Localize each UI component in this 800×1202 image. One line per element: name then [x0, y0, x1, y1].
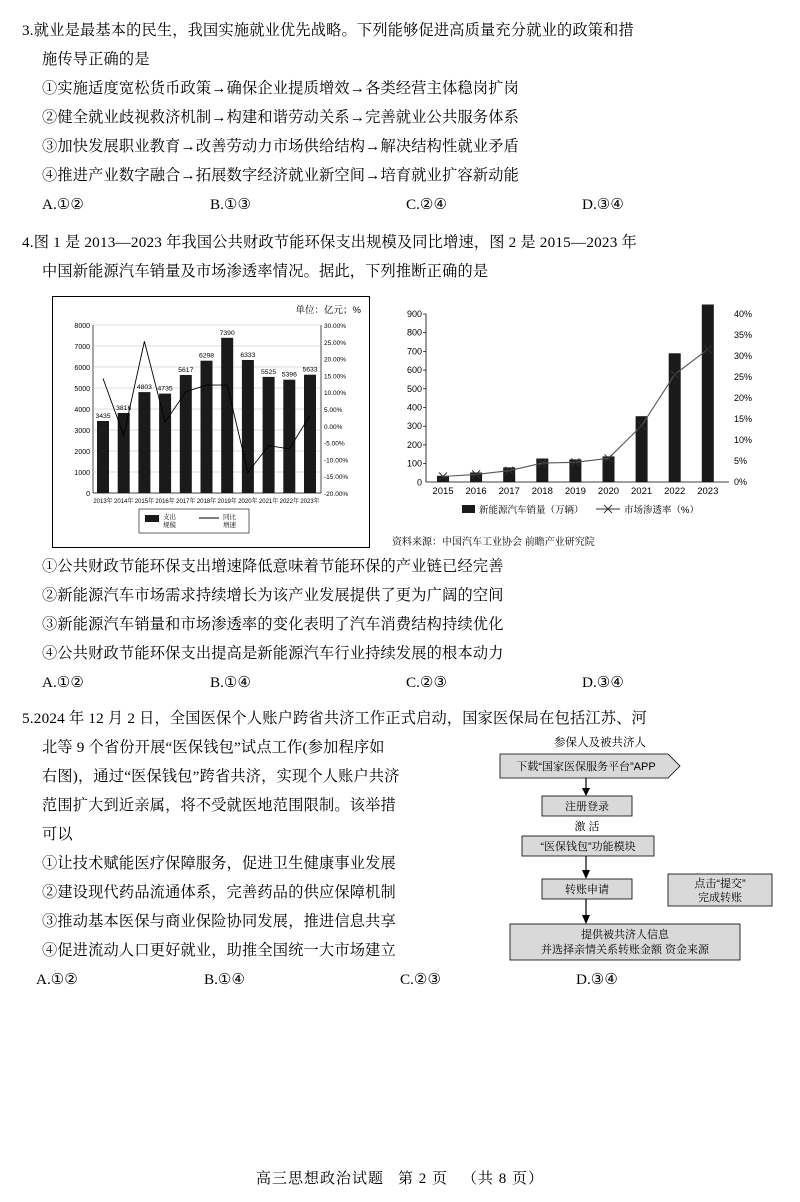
svg-text:200: 200: [406, 439, 422, 450]
svg-text:4000: 4000: [74, 407, 90, 414]
svg-text:2018: 2018: [531, 486, 553, 497]
svg-text:30.00%: 30.00%: [324, 323, 347, 330]
svg-text:2020: 2020: [597, 486, 620, 497]
q3-number: 3.: [22, 22, 34, 39]
svg-text:2014年: 2014年: [114, 499, 134, 505]
q4-option-a[interactable]: A.①②: [42, 674, 84, 691]
svg-text:增速: 增速: [223, 522, 236, 529]
q3-options: [22, 190, 766, 220]
page-footer: [0, 1167, 800, 1188]
svg-text:5%: 5%: [734, 456, 748, 466]
svg-text:4803: 4803: [136, 384, 152, 391]
flow-step5-line1: 提供被共济人信息: [581, 929, 669, 941]
svg-text:新能源汽车销量（万辆）: 新能源汽车销量（万辆）: [479, 505, 584, 516]
svg-text:同比: 同比: [223, 514, 236, 521]
flow-step4-text: 转账申请: [565, 884, 609, 896]
svg-text:2016: 2016: [465, 486, 487, 497]
q3-item-4: ④推进产业数字融合→拓展数字经济就业新空间→培育就业扩容新动能: [42, 167, 520, 184]
svg-text:5.00%: 5.00%: [324, 407, 343, 414]
flow-step5-line2: 并选择亲情关系转账金额 资金来源: [540, 944, 710, 956]
q3-option-b[interactable]: B.①③: [210, 196, 252, 213]
q4-item-3: ③新能源汽车销量和市场渗透率的变化表明了汽车消费结构持续优化: [42, 616, 504, 633]
svg-text:2017: 2017: [498, 486, 520, 497]
svg-text:300: 300: [406, 421, 422, 432]
svg-text:2016年: 2016年: [155, 499, 175, 505]
svg-text:8000: 8000: [74, 323, 90, 330]
q3-item-3: ③加快发展职业教育→改善劳动力市场供给结构→解决结构性就业矛盾: [42, 138, 520, 155]
q3-stem-text-1: 就业是最基本的民生，我国实施就业优先战略。下列能够促进高质量充分就业的政策和措: [33, 22, 634, 39]
svg-text:25%: 25%: [734, 372, 753, 382]
svg-text:35%: 35%: [734, 330, 753, 340]
q4-item-4: ④公共财政节能环保支出提高是新能源汽车行业持续发展的根本动力: [42, 645, 504, 662]
svg-text:15.00%: 15.00%: [324, 373, 347, 381]
q4-number: 4.: [22, 234, 34, 251]
q5-stem-line-4: 范围扩大到近亲属，将不受就医地范围限制。该举措: [42, 797, 396, 814]
q4-item-2: ②新能源汽车市场需求持续增长为该产业发展提供了更为广阔的空间: [42, 587, 504, 604]
q5-option-c[interactable]: C.②③: [400, 971, 442, 988]
svg-text:支出: 支出: [163, 514, 176, 521]
svg-text:2021年: 2021年: [258, 499, 279, 505]
svg-text:15%: 15%: [734, 414, 753, 424]
flow-callout-line1: 点击“提交”: [694, 878, 746, 890]
svg-text:0.00%: 0.00%: [324, 423, 343, 431]
svg-text:2018年: 2018年: [196, 499, 217, 505]
q5-option-a[interactable]: A.①②: [36, 971, 78, 988]
q3-item-1: ①实施适度宽松货币政策→确保企业提质增效→各类经营主体稳岗扩岗: [42, 80, 520, 97]
figure-2-legend: [462, 504, 699, 516]
svg-text:7390: 7390: [219, 329, 235, 337]
svg-text:40%: 40%: [734, 309, 753, 319]
q5-stem-line-5: 可以: [42, 826, 73, 843]
svg-text:5525: 5525: [261, 368, 277, 376]
figure-2-svg: [384, 296, 782, 524]
svg-text:0%: 0%: [734, 477, 748, 487]
svg-text:2023年: 2023年: [300, 499, 320, 505]
flow-step1-text: 下载“国家医保服务平台”APP: [516, 761, 656, 773]
svg-text:700: 700: [406, 346, 422, 357]
svg-text:20.00%: 20.00%: [324, 356, 347, 364]
svg-text:-10.00%: -10.00%: [324, 457, 349, 465]
figure-2-source-note: 资料来源：中国汽车工业协会 前瞻产业研究院: [392, 537, 595, 548]
svg-text:规模: 规模: [163, 522, 176, 529]
svg-text:5396: 5396: [281, 371, 297, 379]
svg-text:4735: 4735: [157, 385, 173, 393]
q3-option-a[interactable]: A.①②: [42, 196, 84, 213]
q4-figures: [22, 296, 766, 548]
q3-option-c[interactable]: C.②④: [406, 196, 448, 213]
q3-option-d[interactable]: D.③④: [582, 196, 624, 213]
svg-text:900: 900: [406, 309, 422, 319]
q4-item-1: ①公共财政节能环保支出增速降低意味着节能环保的产业链已经完善: [42, 558, 504, 575]
figure-1-legend: [145, 512, 237, 529]
svg-text:0: 0: [86, 491, 90, 498]
svg-text:3816: 3816: [116, 405, 132, 412]
flow-step2-text: 注册登录: [565, 801, 609, 813]
svg-text:-20.00%: -20.00%: [324, 491, 349, 498]
q5-stem-line-1: [22, 704, 766, 733]
q4-option-d[interactable]: D.③④: [582, 674, 624, 691]
svg-text:3435: 3435: [95, 413, 111, 420]
q5-item-4: ④促进流动人口更好就业，助推全国统一大市场建立: [42, 942, 396, 959]
svg-text:6000: 6000: [74, 365, 90, 372]
question-3: [0, 0, 800, 220]
svg-text:6298: 6298: [198, 352, 215, 360]
svg-text:30%: 30%: [734, 351, 753, 361]
svg-text:2022年: 2022年: [279, 499, 299, 505]
q4-option-b[interactable]: B.①④: [210, 674, 252, 691]
svg-text:500: 500: [406, 383, 422, 394]
q5-item-3: ③推动基本医保与商业保险协同发展，推进信息共享: [42, 913, 396, 930]
question-5: [0, 698, 800, 995]
svg-text:5000: 5000: [74, 386, 90, 393]
svg-text:10.00%: 10.00%: [324, 390, 347, 398]
svg-text:2017年: 2017年: [176, 499, 196, 505]
q5-item-2: ②建设现代药品流通体系，完善药品的供应保障机制: [42, 884, 396, 901]
q5-number: 5.: [22, 710, 34, 727]
q5-flowchart: [490, 732, 790, 982]
svg-text:2021: 2021: [631, 486, 653, 497]
q4-stem-line-2: 中国新能源汽车销量及市场渗透率情况。据此，下列推断正确的是: [42, 263, 489, 280]
q4-stem-line-1: [22, 228, 766, 257]
q5-item-1: ①让技术赋能医疗保障服务，促进卫生健康事业发展: [42, 855, 396, 872]
flow-title-text: 参保人及被共济人: [554, 737, 646, 749]
svg-text:2019年: 2019年: [217, 499, 237, 505]
footer-page: 第 2 页: [397, 1171, 448, 1187]
svg-text:6333: 6333: [240, 352, 256, 359]
svg-text:2023: 2023: [697, 486, 719, 497]
svg-text:2015年: 2015年: [134, 499, 155, 505]
svg-text:-15.00%: -15.00%: [324, 474, 349, 482]
svg-text:2022: 2022: [664, 486, 686, 497]
svg-text:3000: 3000: [74, 428, 90, 435]
svg-text:100: 100: [406, 458, 422, 469]
footer-total: （共 8 页）: [462, 1171, 545, 1187]
svg-text:7000: 7000: [74, 344, 90, 351]
svg-text:-5.00%: -5.00%: [324, 440, 345, 448]
footer-title: 高三思想政治试题: [255, 1171, 384, 1187]
question-4: [0, 220, 800, 698]
svg-text:2000: 2000: [74, 449, 90, 456]
q3-item-2: ②健全就业歧视救济机制→构建和谐劳动关系→完善就业公共服务体系: [42, 109, 520, 126]
q4-stem-text-1: 图 1 是 2013—2023 年我国公共财政节能环保支出规模及同比增速，图 2 是 2015—2023 年: [33, 234, 637, 251]
q5-option-d[interactable]: D.③④: [576, 971, 618, 988]
flow-callout-line2: 完成转账: [698, 892, 742, 904]
svg-text:400: 400: [406, 402, 422, 413]
figure-2-nev-sales-chart: [384, 296, 782, 548]
svg-text:5617: 5617: [178, 367, 194, 374]
svg-text:0: 0: [416, 477, 422, 488]
flowchart-svg: [490, 732, 790, 982]
q4-option-c[interactable]: C.②③: [406, 674, 448, 691]
flow-step3-text: “医保钱包”功能模块: [540, 841, 636, 853]
svg-text:10%: 10%: [734, 435, 753, 445]
svg-text:20%: 20%: [734, 393, 753, 403]
svg-text:2013年: 2013年: [93, 499, 113, 505]
figure-1-unit-label: 单位：亿元；%: [295, 305, 361, 316]
svg-text:2015: 2015: [432, 486, 454, 497]
svg-text:800: 800: [406, 327, 422, 338]
svg-text:5633: 5633: [302, 366, 318, 374]
svg-text:600: 600: [406, 365, 422, 376]
q5-stem-text-1: 2024 年 12 月 2 日，全国医保个人账户跨省共济工作正式启动，国家医保局在包括江苏、河: [33, 710, 647, 727]
q5-option-b[interactable]: B.①④: [204, 971, 246, 988]
svg-text:25.00%: 25.00%: [324, 339, 347, 347]
q3-stem-line-1: [22, 16, 766, 45]
flow-step2b-text: 激 活: [574, 821, 600, 833]
figure-1-svg: [53, 297, 369, 547]
svg-text:2020年: 2020年: [238, 499, 258, 505]
q3-stem-line-2: 施传导正确的是: [42, 51, 150, 68]
q5-stem-line-2: 北等 9 个省份开展“医保钱包”试点工作(参加程序如: [42, 739, 385, 756]
q5-stem-line-3: 右图)，通过“医保钱包”跨省共济，实现个人账户共济: [42, 768, 400, 785]
svg-text:2019: 2019: [564, 486, 586, 497]
q4-options: [22, 668, 766, 698]
figure-1-public-finance-chart: [52, 296, 370, 548]
svg-text:市场渗透率（%）: 市场渗透率（%）: [624, 505, 699, 516]
svg-text:1000: 1000: [74, 470, 90, 477]
